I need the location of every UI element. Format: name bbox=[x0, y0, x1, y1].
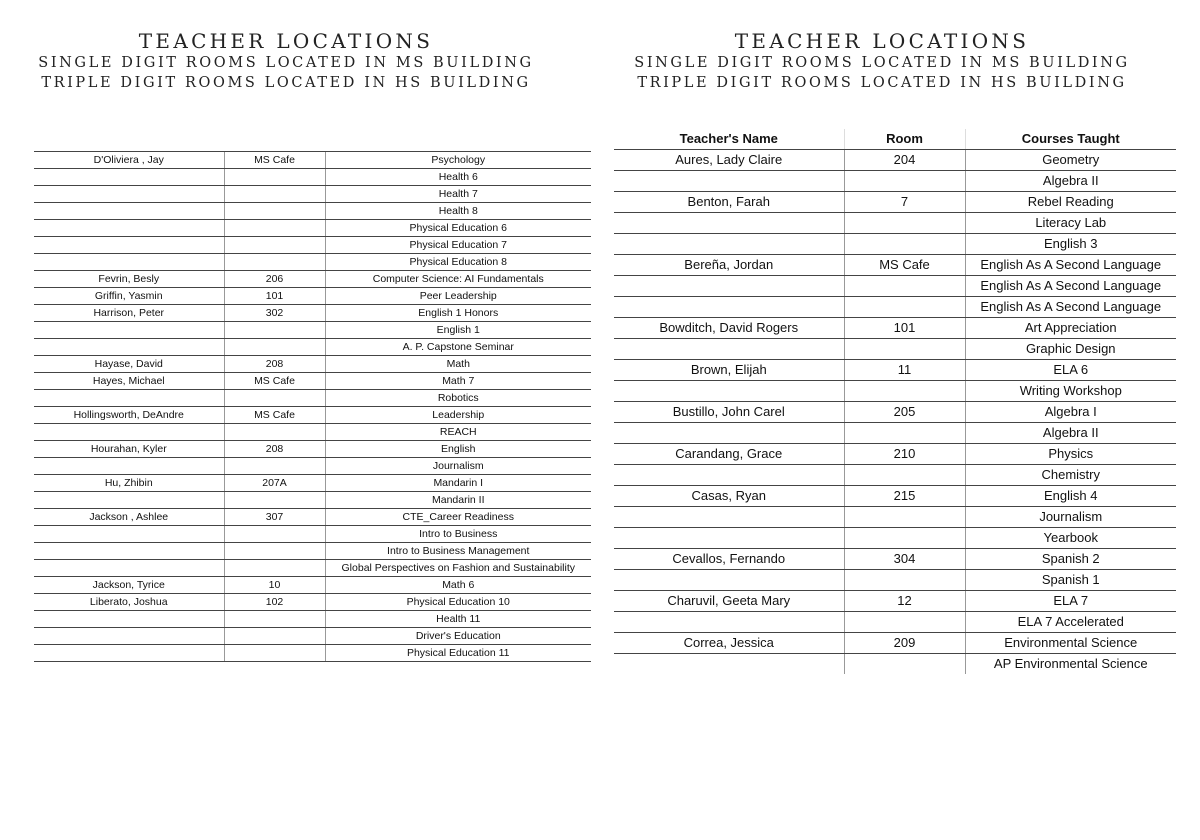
table-row bbox=[614, 171, 1176, 192]
teacher-name-cell bbox=[34, 424, 224, 441]
table-row bbox=[614, 255, 1176, 276]
header-teacher-name: Teacher's Name bbox=[614, 129, 844, 150]
course-cell: Intro to Business Management bbox=[325, 543, 591, 560]
course-cell: Math 7 bbox=[325, 373, 591, 390]
teacher-name-cell: Correa, Jessica bbox=[614, 633, 844, 654]
table-row bbox=[614, 549, 1176, 570]
room-cell bbox=[224, 492, 325, 509]
teacher-name-cell bbox=[614, 234, 844, 255]
course-cell: Geometry bbox=[965, 150, 1176, 171]
course-cell: Health 8 bbox=[325, 203, 591, 220]
table-row bbox=[614, 570, 1176, 591]
teacher-name-cell: Griffin, Yasmin bbox=[34, 288, 224, 305]
table-row bbox=[614, 402, 1176, 423]
room-cell bbox=[224, 611, 325, 628]
course-cell: English 3 bbox=[965, 234, 1176, 255]
teacher-name-cell: Hollingsworth, DeAndre bbox=[34, 407, 224, 424]
teacher-name-cell bbox=[614, 570, 844, 591]
course-cell: English As A Second Language bbox=[965, 276, 1176, 297]
room-cell: MS Cafe bbox=[224, 407, 325, 424]
table-row bbox=[614, 444, 1176, 465]
course-cell: Literacy Lab bbox=[965, 213, 1176, 234]
teacher-table-right bbox=[614, 129, 1176, 674]
teacher-name-cell: Brown, Elijah bbox=[614, 360, 844, 381]
teacher-name-cell bbox=[614, 381, 844, 402]
table-row bbox=[614, 381, 1176, 402]
teacher-name-cell bbox=[614, 339, 844, 360]
room-cell bbox=[224, 339, 325, 356]
course-cell: Physical Education 11 bbox=[325, 645, 591, 662]
table-row bbox=[34, 356, 591, 373]
course-cell: Art Appreciation bbox=[965, 318, 1176, 339]
course-cell: A. P. Capstone Seminar bbox=[325, 339, 591, 356]
table-row bbox=[34, 543, 591, 560]
table-row bbox=[34, 560, 591, 577]
table-row bbox=[614, 591, 1176, 612]
teacher-table-left bbox=[34, 151, 591, 662]
course-cell: REACH bbox=[325, 424, 591, 441]
teacher-name-cell: Charuvil, Geeta Mary bbox=[614, 591, 844, 612]
table-row bbox=[614, 507, 1176, 528]
course-cell: English bbox=[325, 441, 591, 458]
room-cell bbox=[844, 276, 965, 297]
header-room: Room bbox=[844, 129, 965, 150]
table-row bbox=[34, 611, 591, 628]
course-cell: Mandarin II bbox=[325, 492, 591, 509]
table-row bbox=[34, 288, 591, 305]
course-cell: English 4 bbox=[965, 486, 1176, 507]
room-cell bbox=[844, 234, 965, 255]
course-cell: English As A Second Language bbox=[965, 297, 1176, 318]
table-row bbox=[614, 528, 1176, 549]
course-cell: Health 7 bbox=[325, 186, 591, 203]
course-cell: Peer Leadership bbox=[325, 288, 591, 305]
teacher-name-cell bbox=[34, 543, 224, 560]
teacher-name-cell bbox=[34, 526, 224, 543]
teacher-name-cell: Jackson, Tyrice bbox=[34, 577, 224, 594]
table-row bbox=[34, 509, 591, 526]
room-cell bbox=[844, 423, 965, 444]
teacher-name-cell bbox=[34, 169, 224, 186]
table-row bbox=[34, 390, 591, 407]
course-cell: English As A Second Language bbox=[965, 255, 1176, 276]
course-cell: Math bbox=[325, 356, 591, 373]
teacher-name-cell bbox=[34, 237, 224, 254]
teacher-name-cell bbox=[34, 560, 224, 577]
teacher-name-cell: Bereña, Jordan bbox=[614, 255, 844, 276]
teacher-name-cell: Aures, Lady Claire bbox=[614, 150, 844, 171]
table-row bbox=[614, 150, 1176, 171]
table-row bbox=[614, 486, 1176, 507]
course-cell: Global Perspectives on Fashion and Sustainability bbox=[325, 560, 591, 577]
room-cell bbox=[844, 339, 965, 360]
teacher-name-cell bbox=[34, 492, 224, 509]
room-cell: MS Cafe bbox=[224, 152, 325, 169]
course-cell: ELA 7 bbox=[965, 591, 1176, 612]
room-cell bbox=[224, 645, 325, 662]
table-row bbox=[34, 322, 591, 339]
course-cell: Physical Education 7 bbox=[325, 237, 591, 254]
page-title: TEACHER LOCATIONS bbox=[734, 29, 1030, 53]
room-cell bbox=[224, 169, 325, 186]
table-row bbox=[34, 645, 591, 662]
table-row bbox=[614, 213, 1176, 234]
course-cell: Algebra II bbox=[965, 171, 1176, 192]
teacher-name-cell: D'Oliviera , Jay bbox=[34, 152, 224, 169]
table-row bbox=[614, 360, 1176, 381]
teacher-name-cell bbox=[614, 297, 844, 318]
table-row bbox=[34, 220, 591, 237]
room-cell bbox=[224, 628, 325, 645]
room-cell: 7 bbox=[844, 192, 965, 213]
room-cell: 102 bbox=[224, 594, 325, 611]
teacher-name-cell: Hayes, Michael bbox=[34, 373, 224, 390]
teacher-name-cell: Casas, Ryan bbox=[614, 486, 844, 507]
table-row bbox=[34, 458, 591, 475]
teacher-name-cell bbox=[614, 465, 844, 486]
course-cell: Rebel Reading bbox=[965, 192, 1176, 213]
table-row bbox=[614, 465, 1176, 486]
course-cell: Physical Education 8 bbox=[325, 254, 591, 271]
room-cell bbox=[844, 528, 965, 549]
course-cell: Robotics bbox=[325, 390, 591, 407]
room-cell: 101 bbox=[844, 318, 965, 339]
teacher-name-cell: Harrison, Peter bbox=[34, 305, 224, 322]
teacher-name-cell bbox=[34, 458, 224, 475]
table-row bbox=[34, 169, 591, 186]
table-row bbox=[34, 492, 591, 509]
course-cell: Graphic Design bbox=[965, 339, 1176, 360]
room-cell bbox=[224, 560, 325, 577]
table-row bbox=[34, 628, 591, 645]
room-cell: 209 bbox=[844, 633, 965, 654]
teacher-name-cell bbox=[34, 186, 224, 203]
room-cell bbox=[844, 213, 965, 234]
teacher-name-cell bbox=[34, 645, 224, 662]
course-cell: ELA 6 bbox=[965, 360, 1176, 381]
teacher-name-cell bbox=[614, 612, 844, 633]
table-row bbox=[34, 237, 591, 254]
page-subtitle-hs: TRIPLE DIGIT ROOMS LOCATED IN HS BUILDING bbox=[41, 75, 531, 91]
room-cell: 10 bbox=[224, 577, 325, 594]
room-cell: 101 bbox=[224, 288, 325, 305]
room-cell bbox=[224, 458, 325, 475]
course-cell: Health 6 bbox=[325, 169, 591, 186]
course-cell: Writing Workshop bbox=[965, 381, 1176, 402]
room-cell: 307 bbox=[224, 509, 325, 526]
table-row bbox=[34, 594, 591, 611]
table-row bbox=[614, 234, 1176, 255]
table-row bbox=[34, 339, 591, 356]
course-cell: Physical Education 10 bbox=[325, 594, 591, 611]
course-cell: Chemistry bbox=[965, 465, 1176, 486]
course-cell: Psychology bbox=[325, 152, 591, 169]
course-cell: Math 6 bbox=[325, 577, 591, 594]
teacher-name-cell: Bowditch, David Rogers bbox=[614, 318, 844, 339]
room-cell: 206 bbox=[224, 271, 325, 288]
room-cell bbox=[224, 186, 325, 203]
table-row bbox=[34, 475, 591, 492]
room-cell: MS Cafe bbox=[224, 373, 325, 390]
table-row bbox=[34, 305, 591, 322]
course-cell: Yearbook bbox=[965, 528, 1176, 549]
teacher-name-cell: Hourahan, Kyler bbox=[34, 441, 224, 458]
teacher-name-cell bbox=[34, 322, 224, 339]
teacher-name-cell: Hayase, David bbox=[34, 356, 224, 373]
room-cell bbox=[844, 570, 965, 591]
course-cell: Journalism bbox=[325, 458, 591, 475]
table-row bbox=[34, 407, 591, 424]
table-row bbox=[34, 186, 591, 203]
room-cell bbox=[224, 424, 325, 441]
teacher-name-cell bbox=[34, 220, 224, 237]
table-row bbox=[34, 441, 591, 458]
course-cell: Journalism bbox=[965, 507, 1176, 528]
table-row bbox=[614, 192, 1176, 213]
teacher-name-cell bbox=[614, 171, 844, 192]
room-cell: 304 bbox=[844, 549, 965, 570]
table-row bbox=[614, 633, 1176, 654]
table-row bbox=[614, 339, 1176, 360]
course-cell: Spanish 1 bbox=[965, 570, 1176, 591]
room-cell bbox=[844, 297, 965, 318]
room-cell bbox=[844, 612, 965, 633]
course-cell: Physical Education 6 bbox=[325, 220, 591, 237]
table-header-row bbox=[614, 129, 1176, 150]
teacher-name-cell: Cevallos, Fernando bbox=[614, 549, 844, 570]
table-row bbox=[34, 152, 591, 169]
table-row bbox=[614, 612, 1176, 633]
course-cell: English 1 bbox=[325, 322, 591, 339]
room-cell bbox=[844, 465, 965, 486]
header-courses-taught: Courses Taught bbox=[965, 129, 1176, 150]
room-cell bbox=[844, 507, 965, 528]
teacher-name-cell: Benton, Farah bbox=[614, 192, 844, 213]
room-cell bbox=[844, 654, 965, 675]
table-row bbox=[614, 297, 1176, 318]
room-cell: 204 bbox=[844, 150, 965, 171]
room-cell bbox=[224, 220, 325, 237]
teacher-name-cell: Bustillo, John Carel bbox=[614, 402, 844, 423]
teacher-name-cell bbox=[34, 339, 224, 356]
course-cell: Spanish 2 bbox=[965, 549, 1176, 570]
course-cell: Algebra II bbox=[965, 423, 1176, 444]
course-cell: Intro to Business bbox=[325, 526, 591, 543]
table-row bbox=[34, 203, 591, 220]
course-cell: Environmental Science bbox=[965, 633, 1176, 654]
course-cell: Driver's Education bbox=[325, 628, 591, 645]
teacher-name-cell bbox=[614, 423, 844, 444]
room-cell bbox=[224, 526, 325, 543]
teacher-name-cell: Hu, Zhibin bbox=[34, 475, 224, 492]
teacher-name-cell bbox=[34, 628, 224, 645]
table-row bbox=[614, 318, 1176, 339]
room-cell: 207A bbox=[224, 475, 325, 492]
room-cell: 210 bbox=[844, 444, 965, 465]
teacher-name-cell: Jackson , Ashlee bbox=[34, 509, 224, 526]
teacher-name-cell bbox=[34, 254, 224, 271]
course-cell: CTE_Career Readiness bbox=[325, 509, 591, 526]
room-cell: 205 bbox=[844, 402, 965, 423]
course-cell: ELA 7 Accelerated bbox=[965, 612, 1176, 633]
room-cell: 215 bbox=[844, 486, 965, 507]
table-row bbox=[34, 526, 591, 543]
teacher-name-cell: Carandang, Grace bbox=[614, 444, 844, 465]
course-cell: Algebra I bbox=[965, 402, 1176, 423]
room-cell bbox=[224, 203, 325, 220]
table-row bbox=[34, 577, 591, 594]
room-cell: 11 bbox=[844, 360, 965, 381]
teacher-name-cell bbox=[34, 390, 224, 407]
room-cell: 302 bbox=[224, 305, 325, 322]
table-row bbox=[34, 254, 591, 271]
course-cell: Mandarin I bbox=[325, 475, 591, 492]
room-cell: MS Cafe bbox=[844, 255, 965, 276]
course-cell: English 1 Honors bbox=[325, 305, 591, 322]
course-cell: Physics bbox=[965, 444, 1176, 465]
table-row bbox=[34, 271, 591, 288]
room-cell: 208 bbox=[224, 441, 325, 458]
teacher-name-cell bbox=[614, 213, 844, 234]
table-row bbox=[614, 276, 1176, 297]
teacher-name-cell: Fevrin, Besly bbox=[34, 271, 224, 288]
room-cell: 12 bbox=[844, 591, 965, 612]
table-row bbox=[614, 423, 1176, 444]
room-cell bbox=[224, 237, 325, 254]
room-cell bbox=[224, 322, 325, 339]
page-subtitle-ms: SINGLE DIGIT ROOMS LOCATED IN MS BUILDING bbox=[634, 55, 1130, 71]
course-cell: AP Environmental Science bbox=[965, 654, 1176, 675]
course-cell: Computer Science: AI Fundamentals bbox=[325, 271, 591, 288]
table-row bbox=[614, 654, 1176, 675]
table-row bbox=[34, 424, 591, 441]
course-cell: Leadership bbox=[325, 407, 591, 424]
page-subtitle-ms: SINGLE DIGIT ROOMS LOCATED IN MS BUILDING bbox=[38, 55, 534, 71]
teacher-name-cell bbox=[614, 654, 844, 675]
teacher-name-cell bbox=[34, 611, 224, 628]
room-cell: 208 bbox=[224, 356, 325, 373]
page-subtitle-hs: TRIPLE DIGIT ROOMS LOCATED IN HS BUILDING bbox=[637, 75, 1127, 91]
teacher-name-cell bbox=[34, 203, 224, 220]
teacher-name-cell: Liberato, Joshua bbox=[34, 594, 224, 611]
room-cell bbox=[844, 171, 965, 192]
room-cell bbox=[844, 381, 965, 402]
room-cell bbox=[224, 254, 325, 271]
page-title: TEACHER LOCATIONS bbox=[138, 29, 434, 53]
teacher-name-cell bbox=[614, 276, 844, 297]
teacher-name-cell bbox=[614, 507, 844, 528]
table-row bbox=[34, 373, 591, 390]
room-cell bbox=[224, 543, 325, 560]
room-cell bbox=[224, 390, 325, 407]
course-cell: Health 11 bbox=[325, 611, 591, 628]
teacher-name-cell bbox=[614, 528, 844, 549]
